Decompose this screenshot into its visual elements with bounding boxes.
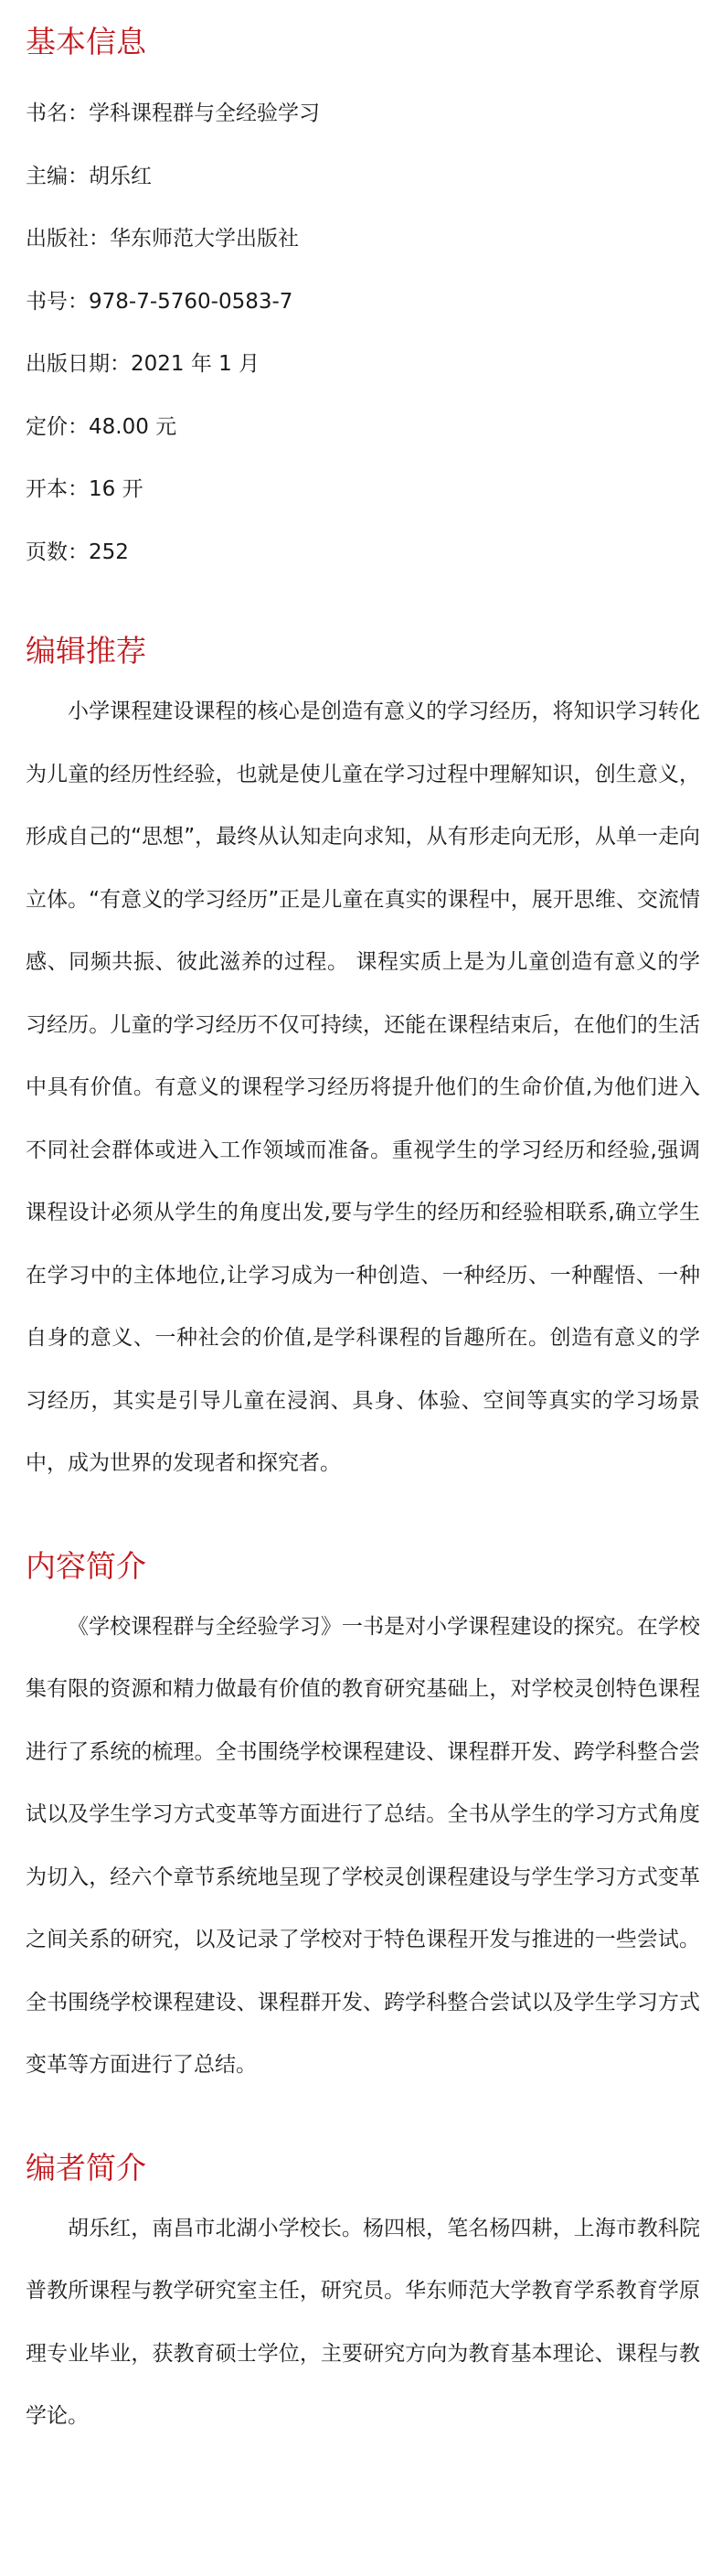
- editor-recommendation-section: [26, 627, 700, 1495]
- info-isbn: 书号：978-7-5760-0583-7: [26, 289, 293, 314]
- info-chief-editor: 主编：胡乐红: [26, 164, 152, 188]
- content-summary-heading: 内容简介: [26, 1547, 146, 1584]
- content-summary-text: 《学校课程群与全经验学习》一书是对小学课程建设的探究。在学校集有限的资源和精力做最有价值的教育研究基础上，对学校灵创特色课程进行了系统的梳理。全书围绕学校课程建设、课程群开发、跨学科整合尝试以及学生学习方式变革等方面进行了总结。全书从学生的学习方式角度为切入，经六个章节系统地呈现了学校灵创课程建设与学生学习方式变革之间关系的研究，以及记录了学校对于特色课程开发与推进的一些尝试。全书围绕学校课程建设、课程群开发、跨学科整合尝试以及学生学习方式变革等方面进行了总结。: [26, 1614, 700, 2077]
- author-intro-section: [26, 2144, 700, 2448]
- info-book-title: 书名：学科课程群与全经验学习: [26, 102, 320, 125]
- basic-info-heading: 基本信息: [26, 24, 146, 59]
- basic-info-section: [26, 18, 700, 583]
- info-publish-date: 出版日期：2021 年 1 月: [26, 352, 260, 376]
- content-summary-section: [26, 1543, 700, 2097]
- basic-info-list: [26, 82, 700, 583]
- author-intro-heading: 编者简介: [26, 2149, 146, 2186]
- info-publisher: 出版社：华东师范大学出版社: [26, 227, 299, 251]
- editor-recommendation-heading: 编辑推荐: [26, 633, 146, 668]
- info-page-count: 页数：252: [26, 540, 129, 564]
- author-intro-text: 胡乐红，南昌市北湖小学校长。杨四根，笔名杨四耕，上海市教科院普教所课程与教学研究室主任，研究员。华东师范大学教育学系教育学原理专业毕业，获教育硕士学位，主要研究方向为教育基本理论、课程与教学论。: [26, 2216, 700, 2428]
- info-price: 定价：48.00 元: [26, 414, 177, 439]
- info-format: 开本：16 开: [26, 477, 143, 501]
- editor-recommendation-text: 小学课程建设课程的核心是创造有意义的学习经历，将知识学习转化为儿童的经历性经验，也就是使儿童在学习过程中理解知识，创生意义，形成自己的“思想”，最终从认知走向求知，从有形走向无形，从单一走向立体。“有意义的学习经历”正是儿童在真实的课程中，展开思维、交流情感、同频共振、彼此滋养的过程。 课程实质上是为儿童创造有意义的学习经历。儿童的学习经历不仅可持续，还能在课程结束后，在他们的生活中具有价值。有意义的课程学习经历将提升他们的生命价值,为他们进入不同社会群体或进入工作领域而准备。重视学生的学习经历和经验,强调课程设计必须从学生的角度出发,要与学生的经历和经验相联系,确立学生在学习中的主体地位,让学习成为一种创造、一种经历、一种醒悟、一种自身的意义、一种社会的价值,是学科课程的旨趣所在。创造有意义的学习经历，其实是引导儿童在浸润、具身、体验、空间等真实的学习场景中，成为世界的发现者和探究者。: [26, 700, 700, 1475]
